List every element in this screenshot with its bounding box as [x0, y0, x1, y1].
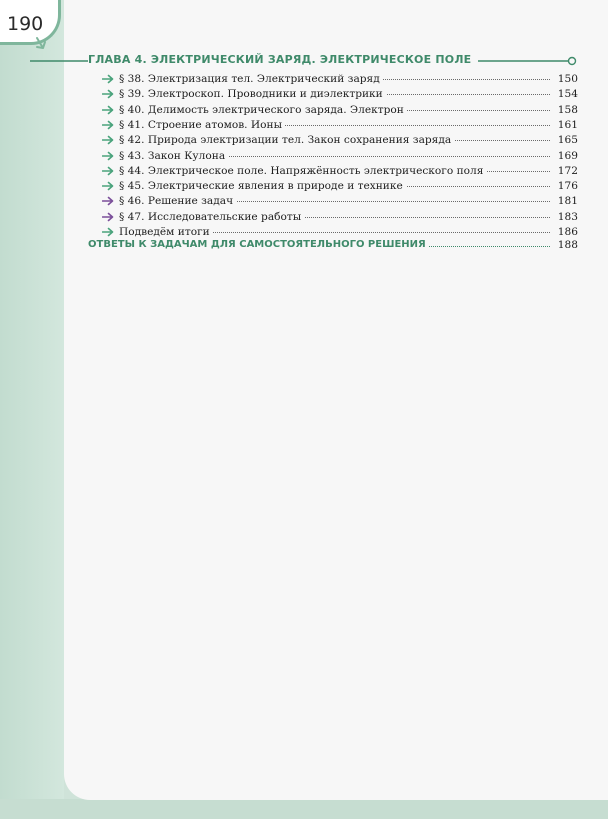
toc-entry-page: 169 [555, 149, 578, 163]
arrow-right-icon [102, 181, 114, 191]
toc-entry-label: § 38. Электризация тел. Электрический заряд [119, 72, 383, 86]
toc-entry-label: § 46. Решение задач [119, 194, 236, 208]
toc-entry-label: § 41. Строение атомов. Ионы [119, 118, 285, 132]
toc-entry[interactable] [102, 133, 578, 147]
toc-entry[interactable] [102, 72, 578, 86]
toc-entry-page: 158 [555, 103, 578, 117]
toc-entry-page: 183 [555, 210, 578, 224]
toc-entry-page: 150 [555, 72, 578, 86]
toc-entry-label: § 45. Электрические явления в природе и технике [119, 179, 406, 193]
page-number: 190 [7, 13, 44, 35]
answers-entry[interactable] [88, 238, 578, 252]
arrow-right-icon [102, 105, 114, 115]
answers-page-number: 188 [555, 238, 578, 252]
toc-entry[interactable] [102, 87, 578, 101]
toc-entry-page: 172 [555, 164, 578, 178]
arrow-right-icon [102, 212, 114, 222]
arrow-right-icon [102, 89, 114, 99]
toc-entry-label: § 39. Электроскоп. Проводники и диэлектрики [119, 87, 386, 101]
toc-entry-label: § 42. Природа электризации тел. Закон сохранения заряда [119, 133, 454, 147]
toc-entry-page: 181 [555, 194, 578, 208]
toc-entry[interactable] [102, 164, 578, 178]
toc-entry-page: 176 [555, 179, 578, 193]
toc-entry-page: 161 [555, 118, 578, 132]
arrow-right-icon [102, 227, 114, 237]
toc-entry[interactable] [102, 179, 578, 193]
toc-entry-page: 165 [555, 133, 578, 147]
bottom-decor-band [0, 799, 608, 819]
arrow-right-icon [102, 120, 114, 130]
side-decor-band [0, 0, 64, 819]
answers-label: ОТВЕТЫ К ЗАДАЧАМ ДЛЯ САМОСТОЯТЕЛЬНОГО РЕШЕНИЯ [88, 238, 429, 252]
arrow-right-icon [102, 196, 114, 206]
toc-entry-page: 154 [555, 87, 578, 101]
arrow-right-icon [102, 166, 114, 176]
toc-entry[interactable] [102, 210, 578, 224]
toc-entry[interactable] [102, 118, 578, 132]
toc-entry-label: § 40. Делимость электрического заряда. Электрон [119, 103, 407, 117]
arrow-right-icon [102, 135, 114, 145]
toc-entry-label: Подведём итоги [119, 225, 213, 239]
chapter-title: ГЛАВА 4. ЭЛЕКТРИЧЕСКИЙ ЗАРЯД. ЭЛЕКТРИЧЕСКОЕ ПОЛЕ [88, 53, 478, 66]
arrow-right-icon [102, 151, 114, 161]
toc-entry-label: § 47. Исследовательские работы [119, 210, 304, 224]
toc-entry-label: § 44. Электрическое поле. Напряжённость электрического поля [119, 164, 486, 178]
toc-entry[interactable] [102, 194, 578, 208]
toc-entry[interactable] [102, 225, 578, 239]
toc-entry-label: § 43. Закон Кулона [119, 149, 228, 163]
toc-entry[interactable] [102, 103, 578, 117]
badge-arrow-icon [34, 36, 52, 52]
toc-entry[interactable] [102, 149, 578, 163]
arrow-right-icon [102, 74, 114, 84]
toc-entry-page: 186 [555, 225, 578, 239]
